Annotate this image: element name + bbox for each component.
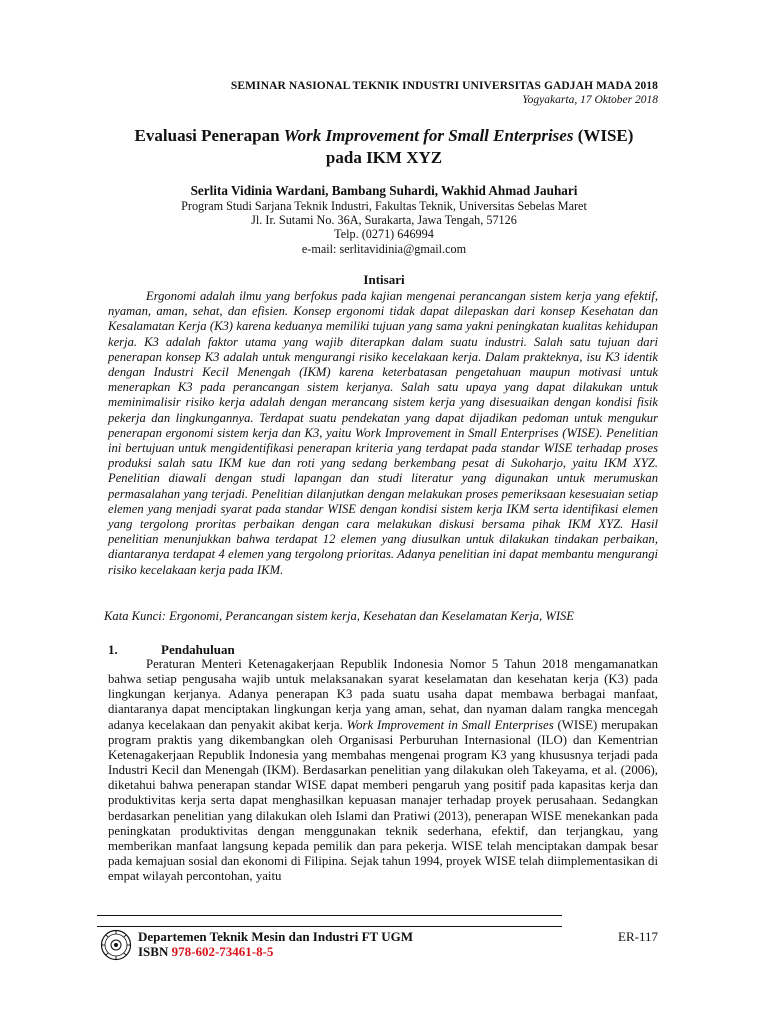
footer-isbn: [138, 944, 273, 960]
page-number: ER-117: [618, 929, 658, 944]
running-header-seminar: SEMINAR NASIONAL TEKNIK INDUSTRI UNIVERSITAS GADJAH MADA 2018: [230, 80, 658, 92]
affiliation: [108, 199, 660, 256]
isbn-number: 978-602-73461-8-5: [171, 944, 274, 959]
footer-rule-thin: [97, 926, 562, 927]
section-body: [108, 657, 658, 884]
section-number: 1.: [108, 642, 118, 657]
ugm-seal-icon: [100, 929, 132, 961]
abstract-body: Ergonomi adalah ilmu yang berfokus pada kajian mengenai perancangan sistem kerja yang efektif, nyaman, aman, sehat, dan efisien. Konsep ergonomi tidak dapat dilepaskan dari konsep Kesehatan dan Kesalamatan Kerja (K3) karena keduanya memiliki tujuan yang sama yakni peningkatan kualitas kehidupan kerja. K3 adalah faktor utama yang wajib diterapkan dalam suatu industri. Salah satu tujuan dari penerapan konsep K3 adalah untuk mengurangi risiko kecelakaan kerja. Dalam prakteknya, isu K3 identik dengan Industri Kecil Menengah (IKM) karena keterbatasan pengetahuan maupun motivasi untuk menerapkan K3 pada perancangan sistem kerjanya. Salah satu upaya yang dapat dilakukan untuk meminimalisir risiko kerja adalah dengan merancang sistem kerja yang disesuaikan dengan kondisi fisik pekerja dan lingkungannya. Terdapat suatu pendekatan yang dapat dijadikan pedoman untuk mengukur penerapan ergonomi sistem kerja dan K3, yaitu Work Improvement in Small Enterprises (WISE). Penelitian ini bertujuan untuk mengidentifikasi penerapan kriteria yang terdapat pada standar WISE terhadap proses produksi salah satu IKM kue dan roti yang sedang berkembang pesat di Sukoharjo, yaitu IKM XYZ. Penelitian diawali dengan studi lapangan dan studi literatur yang digunakan untuk merumuskan permasalahan yang terjadi. Penelitian dilanjutkan dengan melakukan proses pemeriksaan kesesuaian setiap elemen yang menjadi syarat pada standar WISE dengan kondisi sistem kerja IKM serta identifikasi elemen yang tergolong proritas perbaikan dengan cara melakukan diskusi bersama pihak IKM XYZ. Hasil penelitian menunjukkan bahwa terdapat 12 elemen yang diusulkan untuk dilakukan tindakan perbaikan, diantaranya terdapat 4 elemen yang tergolong prioritas. Adanya penelitian ini dapat membantu mengurangi risiko kecelakaan kerja pada IKM.: [108, 289, 658, 577]
affiliation-phone: Telp. (0271) 646994: [334, 227, 434, 242]
running-header-date: Yogyakarta, 17 Oktober 2018: [522, 94, 658, 106]
section-title: Pendahuluan: [161, 642, 235, 657]
paper-title: [108, 125, 660, 169]
title-line2: pada IKM XYZ: [325, 148, 443, 167]
body-part-2: (WISE) merupakan program praktis yang dikembangkan oleh Organisasi Perburuhan Internasional (ILO) dan Kementrian Ketenagakerjaan Republik Indonesia yang membahas mengenai program K3 yang khususnya terjadi pada Industri Kecil dan Menengah (IKM). Berdasarkan penelitian yang dilakukan oleh Takeyama, et al. (2006), diketahui bahwa penerapan standar WISE dapat memberi pengaruh yang positif pada kapasitas kerja dan produktivitas kerja serta dapat menghasilkan kepuasan manajer terhadap proyek perusahaan. Sedangkan berdasarkan penelitian yang dilakukan oleh Islami dan Pratiwi (2013), penerapan WISE menekankan pada peningkatan produktivitas dengan menggunakan teknik sederhana, efektif, dan terjangkau, yang memberikan manfaat langsung kepada pemilik dan para pekerja. WISE telah menciptakan dampak besar pada kemajuan sosial dan ekonomi di Filipina. Sejak tahun 1994, proyek WISE telah diimplementasikan di empat wilayah percontohan, yaitu: [108, 717, 658, 884]
abstract-heading: Intisari: [363, 272, 405, 287]
affiliation-email: e-mail: serlitavidinia@gmail.com: [301, 241, 467, 256]
title-italic: Work Improvement for Small Enterprises: [283, 126, 574, 145]
author-list: Serlita Vidinia Wardani, Bambang Suhardi, Wakhid Ahmad Jauhari: [190, 183, 578, 198]
body-part-1: Peraturan Menteri Ketenagakerjaan Republik Indonesia Nomor 5 Tahun 2018 mengamanatkan bahwa setiap pengusaha wajib untuk melaksanakan syarat keselamatan dan kesehatan kerja (K3) pada lingkungan kerjanya. Adanya penerapan K3 pada suatu usaha dapat membawa berbagai manfaat, diantaranya dapat menciptakan lingkungan kerja yang aman, sehat, dan nyaman dalam rangka mencegah adanya kecelakaan dan penyakit akibat kerja.: [108, 657, 658, 732]
title-prefix: Evaluasi Penerapan: [134, 126, 284, 145]
footer-rule-thick: [97, 915, 562, 916]
body-italic-term: Work Improvement in Small Enterprises: [346, 717, 554, 732]
isbn-label: ISBN: [138, 944, 172, 959]
footer-department: Departemen Teknik Mesin dan Industri FT UGM: [138, 929, 413, 944]
affiliation-address: Jl. Ir. Sutami No. 36A, Surakarta, Jawa Tengah, 57126: [251, 213, 517, 228]
affiliation-program: Program Studi Sarjana Teknik Industri, Fakultas Teknik, Universitas Sebelas Maret: [181, 199, 587, 213]
keywords: Kata Kunci: Ergonomi, Perancangan sistem kerja, Kesehatan dan Keselamatan Kerja, WISE: [104, 609, 574, 623]
title-suffix: (WISE): [573, 126, 634, 145]
